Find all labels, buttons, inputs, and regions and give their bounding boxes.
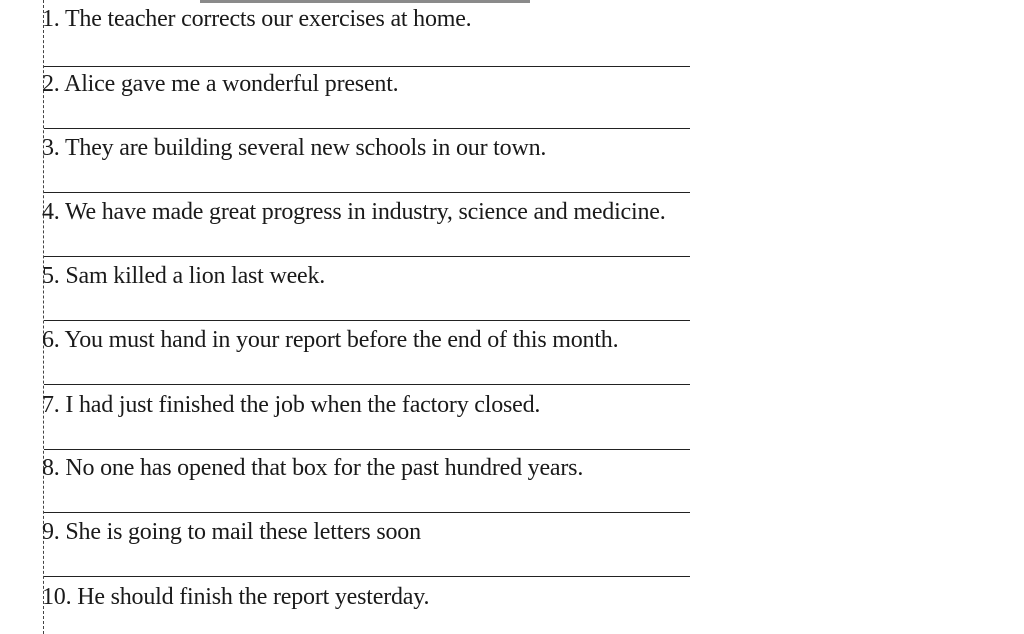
exercise-item: [42, 323, 1002, 387]
answer-line[interactable]: [44, 128, 690, 129]
exercise-item: [42, 67, 1002, 131]
exercise-sentence: 5. Sam killed a lion last week.: [42, 263, 326, 289]
answer-line[interactable]: [44, 320, 690, 321]
answer-line[interactable]: [44, 576, 690, 577]
answer-line[interactable]: [44, 384, 690, 385]
exercise-sentence: 1. The teacher corrects our exercises at home.: [42, 6, 472, 32]
exercise-sentence: 9. She is going to mail these letters soon: [42, 519, 421, 545]
answer-line[interactable]: [44, 192, 690, 193]
exercise-item: [42, 131, 1002, 195]
exercise-sentence: 6. You must hand in your report before the end of this month.: [42, 327, 619, 353]
exercise-item: [42, 259, 1002, 323]
answer-line[interactable]: [44, 256, 690, 257]
exercise-sentence: 4. We have made great progress in industry, science and medicine.: [42, 199, 666, 225]
exercise-sentence: 8. No one has opened that box for the past hundred years.: [42, 455, 584, 481]
answer-line[interactable]: [44, 512, 690, 513]
exercise-sentence: 3. They are building several new schools in our town.: [42, 135, 547, 161]
exercise-sentence: 2. Alice gave me a wonderful present.: [42, 71, 399, 97]
answer-line[interactable]: [44, 449, 690, 450]
exercise-sentence: 7. I had just finished the job when the factory closed.: [42, 392, 541, 418]
exercise-item: [42, 515, 1002, 579]
exercise-item: [42, 2, 1002, 66]
exercise-item: [42, 580, 1002, 630]
exercise-item: [42, 195, 1002, 259]
exercise-sentence: 10. He should finish the report yesterday.: [42, 584, 430, 610]
exercise-item: [42, 388, 1002, 452]
exercise-item: [42, 451, 1002, 515]
